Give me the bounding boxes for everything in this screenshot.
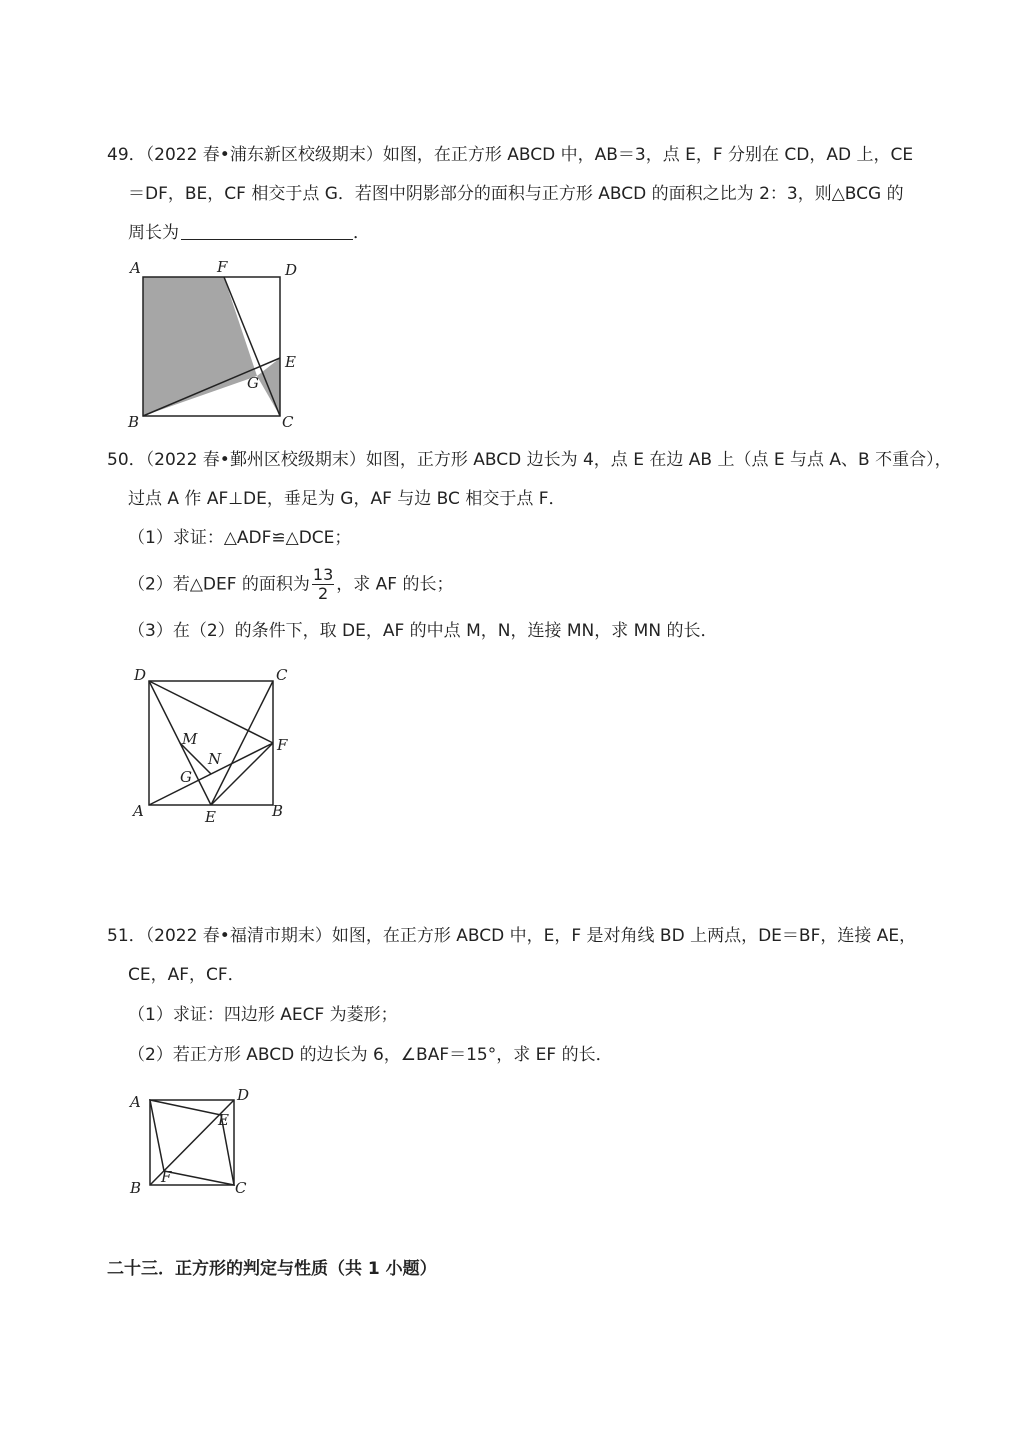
q51-label-a: A <box>130 1093 141 1111</box>
fraction-numerator: 13 <box>312 565 334 584</box>
q50-label-b: B <box>272 802 284 820</box>
q50-square <box>149 681 273 805</box>
q49-label-c: C <box>282 413 294 431</box>
q51-label-d: D <box>237 1086 250 1104</box>
q49-label-f: F <box>217 258 228 276</box>
q50-label-e: E <box>205 808 216 826</box>
q49-line-3 <box>128 221 370 245</box>
q50-part-2-prompt: （2）若△DEF 的面积为 <box>128 574 310 595</box>
q50-label-d: D <box>134 666 147 684</box>
q50-segment-df <box>149 681 273 743</box>
q49-label-a: A <box>130 259 141 277</box>
q51-part-1: （1）求证：四边形 AECF 为菱形； <box>128 1005 398 1025</box>
q49-perimeter-prompt: 周长为 <box>128 223 179 243</box>
q50-part-2-ask: ，求 AF 的长； <box>336 574 454 595</box>
q51-figure <box>124 1083 274 1208</box>
q49-line-2: ＝DF，BE，CF 相交于点 G．若图中阴影部分的面积与正方形 ABCD 的面积之比为 2：3，则△BCG 的 <box>128 184 904 204</box>
section-heading: 二十三．正方形的判定与性质（共 1 小题） <box>107 1259 437 1279</box>
q49-label-b: B <box>128 413 140 431</box>
q50-figure <box>128 660 318 830</box>
q49-period: ． <box>353 223 370 243</box>
q51-line-2: CE，AF，CF． <box>128 965 245 985</box>
q51-part-2: （2）若正方形 ABCD 的边长为 6，∠BAF＝15°，求 EF 的长． <box>128 1045 613 1065</box>
q49-figure <box>120 255 320 435</box>
q51-label-b: B <box>130 1179 142 1197</box>
fraction <box>312 566 334 603</box>
q49-label-g: G <box>247 374 259 392</box>
q50-part-3: （3）在（2）的条件下，取 DE，AF 的中点 M，N，连接 MN，求 MN 的长． <box>128 621 718 641</box>
q51-label-c: C <box>235 1179 247 1197</box>
q51-line-1: 51．（2022 春•福清市期末）如图，在正方形 ABCD 中，E，F 是对角线 BD 上两点，DE＝BF，连接 AE， <box>107 926 917 946</box>
q50-part-1: （1）求证：△ADF≌△DCE； <box>128 528 352 548</box>
q50-label-n: N <box>208 750 222 768</box>
q51-label-f: F <box>161 1168 172 1186</box>
q49-label-e: E <box>285 353 296 371</box>
q50-line-1: 50．（2022 春•鄞州区校级期末）如图，正方形 ABCD 边长为 4，点 E 在边 AB 上（点 E 与点 A、B 不重合）， <box>107 450 952 470</box>
q50-part-2 <box>128 566 453 603</box>
q49-label-d: D <box>285 261 298 279</box>
q50-segment-ce <box>211 681 273 805</box>
q49-shaded-region-left <box>143 277 257 416</box>
q50-line-2: 过点 A 作 AF⊥DE，垂足为 G，AF 与边 BC 相交于点 F． <box>128 489 566 509</box>
q51-label-e: E <box>218 1111 229 1129</box>
q50-label-g: G <box>180 768 192 786</box>
fraction-denominator: 2 <box>317 584 329 603</box>
q50-label-a: A <box>133 802 144 820</box>
q50-label-c: C <box>276 666 288 684</box>
answer-blank <box>181 221 353 240</box>
q50-label-f: F <box>277 736 288 754</box>
q49-line-1: 49．（2022 春•浦东新区校级期末）如图，在正方形 ABCD 中，AB＝3，点 E，F 分别在 CD，AD 上，CE <box>107 145 914 165</box>
q50-label-m: M <box>182 730 198 748</box>
